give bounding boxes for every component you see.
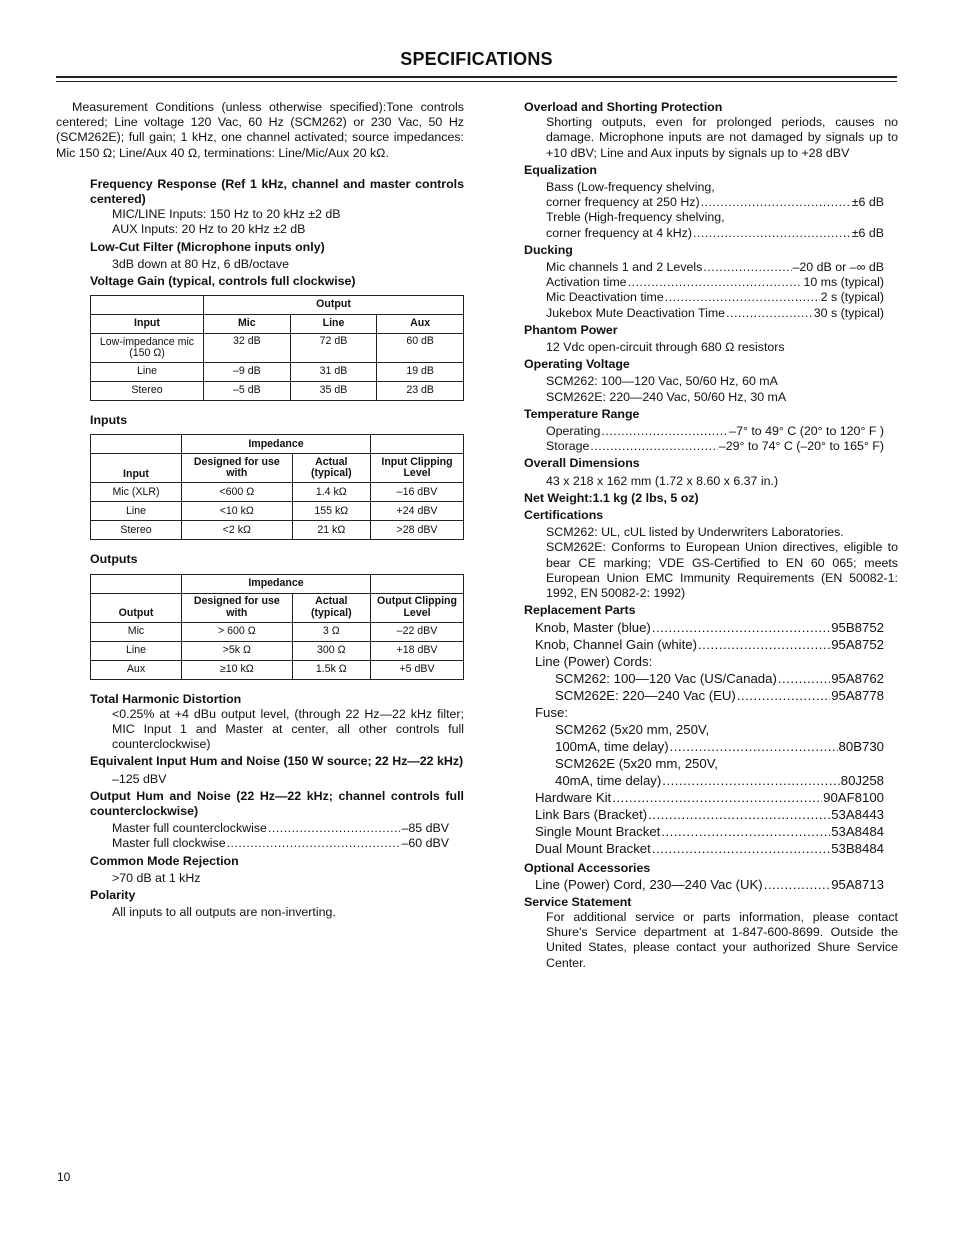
- table-cell: 1.5k Ω: [292, 660, 370, 679]
- table-row: [91, 641, 464, 660]
- table-cell: 72 dB: [290, 334, 377, 363]
- inputs-heading: Inputs: [90, 413, 128, 428]
- dims-text: 43 x 218 x 162 mm (1.72 x 8.60 x 6.37 in.): [546, 473, 779, 488]
- freq-mic-line: MIC/LINE Inputs: 150 Hz to 20 kHz ±2 dB: [112, 207, 341, 222]
- table-row: [91, 363, 464, 382]
- table-header: Line: [290, 315, 377, 334]
- table-cell: 19 dB: [377, 363, 464, 382]
- voltage-gain-table: [90, 295, 464, 401]
- table-cell: Line: [91, 363, 204, 382]
- table-cell: 21 kΩ: [292, 521, 370, 540]
- table-header: Actual (typical): [292, 454, 370, 483]
- overload-heading: Overload and Shorting Protection: [524, 100, 723, 114]
- overload-text: Shorting outputs, even for prolonged periods, causes no damage. Microphone inputs are not damaged by signals up to +10 dBV; Line and Aux inputs by signals up to +28 dBV: [546, 115, 898, 160]
- temp-row: Storage ..... –29° to 74° C (–20° to 165° F): [546, 439, 884, 454]
- dims-heading: Overall Dimensions: [524, 456, 640, 471]
- ducking-row: Activation time ..... 10 ms (typical): [546, 275, 884, 290]
- ohn-row: Master full counterclockwise ..... –85 dBV: [112, 821, 449, 836]
- temp-row: Operating ..... –7° to 49° C (20° to 120° F ): [546, 424, 884, 439]
- table-cell: –9 dB: [204, 363, 291, 382]
- table-cell: <600 Ω: [182, 483, 293, 502]
- ehn-heading: Equivalent Input Hum and Noise (150 W source; 22 Hz—22 kHz): [90, 754, 464, 769]
- weight-heading: Net Weight:1.1 kg (2 lbs, 5 oz): [524, 490, 699, 505]
- outputs-table: [90, 574, 464, 680]
- table-cell: <10 kΩ: [182, 502, 293, 521]
- table-cell: 3 Ω: [292, 622, 370, 641]
- parts-row: Dual Mount Bracket ..... 53B8484: [535, 840, 884, 857]
- table-cell: 300 Ω: [292, 641, 370, 660]
- eq-treble-row: corner frequency at 4 kHz) ..... ±6 dB: [546, 226, 884, 241]
- page-number: 10: [57, 1170, 71, 1184]
- table-cell: +5 dBV: [371, 660, 464, 679]
- eq-heading: Equalization: [524, 162, 597, 177]
- opvolt-heading: Operating Voltage: [524, 357, 630, 372]
- table-row: [91, 502, 464, 521]
- lowcut-text: 3dB down at 80 Hz, 6 dB/octave: [112, 256, 290, 271]
- parts-row: Line (Power) Cord, 230—240 Vac (UK) ..... 95A8713: [535, 876, 884, 893]
- table-group-header: Impedance: [182, 435, 371, 454]
- parts-row: Knob, Master (blue) ..... 95B8752: [535, 619, 884, 636]
- table-cell: Aux: [91, 660, 182, 679]
- polarity-text: All inputs to all outputs are non-inverting.: [112, 905, 336, 920]
- table-cell: –5 dB: [204, 382, 291, 401]
- table-cell: > 600 Ω: [182, 622, 293, 641]
- outputs-heading: Outputs: [90, 552, 138, 567]
- table-cell: Line: [91, 502, 182, 521]
- opvolt-line: SCM262: 100—120 Vac, 50/60 Hz, 60 mA: [546, 374, 778, 389]
- parts-fuse-desc: SCM262 (5x20 mm, 250V,: [555, 721, 710, 737]
- table-cell: ≥10 kΩ: [182, 660, 293, 679]
- measurement-conditions: Measurement Conditions (unless otherwise specified):Tone controls centered; Line voltage 120 Vac, 60 Hz (SCM262) or 230 Vac, 50 Hz (SCM262E); full gain; 1 kHz, one channel activated; source impedances: Mic 150 Ω; Line/Aux 40 Ω, terminations: Line/Mic/Aux 20 kΩ.: [56, 100, 464, 160]
- table-cell: 1.4 kΩ: [292, 483, 370, 502]
- table-cell: 23 dB: [377, 382, 464, 401]
- page-title: SPECIFICATIONS: [400, 49, 553, 69]
- freq-response-heading: Frequency Response (Ref 1 kHz, channel and master controls centered): [90, 176, 464, 207]
- table-cell: –22 dBV: [371, 622, 464, 641]
- cmr-heading: Common Mode Rejection: [90, 853, 239, 868]
- parts-row: SCM262: 100—120 Vac (US/Canada) ..... 95A8762: [555, 670, 884, 687]
- table-header: Input: [91, 315, 204, 334]
- ducking-row: Jukebox Mute Deactivation Time ..... 30 s (typical): [546, 306, 884, 321]
- table-group-header: Impedance: [182, 574, 371, 593]
- table-header: Designed for use with: [182, 454, 293, 483]
- ohn-heading: Output Hum and Noise (22 Hz—22 kHz; channel controls full counterclockwise): [90, 788, 464, 819]
- table-cell: –16 dBV: [371, 483, 464, 502]
- ohn-row: Master full clockwise ..... –60 dBV: [112, 836, 449, 851]
- parts-heading: Replacement Parts: [524, 603, 636, 618]
- service-heading: Service Statement: [524, 894, 632, 909]
- title-rule-thin: [56, 81, 897, 82]
- parts-row: 40mA, time delay) ..... 80J258: [555, 772, 884, 789]
- table-header: Output: [91, 593, 182, 622]
- table-row: [91, 334, 464, 363]
- freq-aux: AUX Inputs: 20 Hz to 20 kHz ±2 dB: [112, 222, 306, 237]
- opvolt-line: SCM262E: 220—240 Vac, 50/60 Hz, 30 mA: [546, 389, 787, 404]
- phantom-text: 12 Vdc open-circuit through 680 Ω resistors: [546, 340, 785, 355]
- eq-treble-label: Treble (High-frequency shelving,: [546, 210, 725, 225]
- table-group-header: Output: [204, 296, 464, 315]
- table-header: Aux: [377, 315, 464, 334]
- table-header: Output Clipping Level: [371, 593, 464, 622]
- parts-row: Hardware Kit ..... 90AF8100: [535, 789, 884, 806]
- parts-row: SCM262E: 220—240 Vac (EU) ..... 95A8778: [555, 687, 884, 704]
- parts-row: Link Bars (Bracket) ..... 53A8443: [535, 806, 884, 823]
- table-cell: 155 kΩ: [292, 502, 370, 521]
- temp-heading: Temperature Range: [524, 406, 640, 421]
- cert-text: SCM262E: Conforms to European Union directives, eligible to bear CE marking; VDE GS-Certified to EN 60 065; meets European Union EMC Immunity Requirements (EN 50082-1: 1992, EN 50082-2: 1992): [546, 540, 898, 601]
- polarity-heading: Polarity: [90, 888, 136, 903]
- parts-row: Knob, Channel Gain (white) ..... 95A8752: [535, 636, 884, 653]
- ducking-row: Mic Deactivation time ..... 2 s (typical): [546, 290, 884, 305]
- ducking-row: Mic channels 1 and 2 Levels ..... –20 dB or –∞ dB: [546, 260, 884, 275]
- eq-bass-row: corner frequency at 250 Hz) ..... ±6 dB: [546, 195, 884, 210]
- table-cell: 32 dB: [204, 334, 291, 363]
- table-cell: +18 dBV: [371, 641, 464, 660]
- table-row: [91, 660, 464, 679]
- parts-row: 100mA, time delay) ..... 80B730: [555, 738, 884, 755]
- table-row: [91, 382, 464, 401]
- table-cell: 60 dB: [377, 334, 464, 363]
- title-rule-thick: [56, 76, 897, 78]
- table-cell: 35 dB: [290, 382, 377, 401]
- table-header: Input: [91, 454, 182, 483]
- table-header: Actual (typical): [292, 593, 370, 622]
- table-cell: Mic (XLR): [91, 483, 182, 502]
- service-text: For additional service or parts information, please contact Shure's Service department at 1-847-600-8699. Outside the United States, please contact your authorized Shure Service Center.: [546, 909, 898, 970]
- table-cell: >5k Ω: [182, 641, 293, 660]
- table-row: [91, 622, 464, 641]
- table-cell: >28 dBV: [371, 521, 464, 540]
- table-cell: Stereo: [91, 382, 204, 401]
- table-cell: +24 dBV: [371, 502, 464, 521]
- cert-heading: Certifications: [524, 508, 604, 523]
- table-row: [91, 521, 464, 540]
- parts-cords-label: Line (Power) Cords:: [535, 653, 653, 669]
- table-header: Designed for use with: [182, 593, 293, 622]
- table-cell: Mic: [91, 622, 182, 641]
- optional-accessories-heading: Optional Accessories: [524, 860, 651, 875]
- table-header: Input Clipping Level: [371, 454, 464, 483]
- thd-text: <0.25% at +4 dBu output level, (through 22 Hz—22 kHz filter; MIC Input 1 and Master at center, all other controls full counterclockwise): [112, 706, 464, 752]
- thd-heading: Total Harmonic Distortion: [90, 691, 242, 706]
- table-cell: Low-impedance mic (150 Ω): [91, 334, 204, 363]
- right-column: [524, 100, 898, 971]
- table-cell: 31 dB: [290, 363, 377, 382]
- table-cell: Line: [91, 641, 182, 660]
- table-row: [91, 483, 464, 502]
- voltage-gain-heading: Voltage Gain (typical, controls full clockwise): [90, 274, 356, 289]
- cert-text: SCM262: UL, cUL listed by Underwriters Laboratories.: [546, 525, 844, 540]
- table-cell: Stereo: [91, 521, 182, 540]
- ducking-heading: Ducking: [524, 242, 573, 257]
- cmr-value: >70 dB at 1 kHz: [112, 870, 201, 885]
- phantom-heading: Phantom Power: [524, 322, 618, 337]
- parts-fuse-label: Fuse:: [535, 704, 568, 720]
- parts-fuse-desc: SCM262E (5x20 mm, 250V,: [555, 755, 718, 771]
- table-cell: <2 kΩ: [182, 521, 293, 540]
- left-column: [56, 100, 464, 920]
- ehn-value: –125 dBV: [112, 771, 167, 786]
- table-header: Mic: [204, 315, 291, 334]
- eq-bass-label: Bass (Low-frequency shelving,: [546, 180, 715, 195]
- parts-row: Single Mount Bracket ..... 53A8484: [535, 823, 884, 840]
- lowcut-heading: Low-Cut Filter (Microphone inputs only): [90, 239, 325, 254]
- inputs-table: [90, 434, 464, 540]
